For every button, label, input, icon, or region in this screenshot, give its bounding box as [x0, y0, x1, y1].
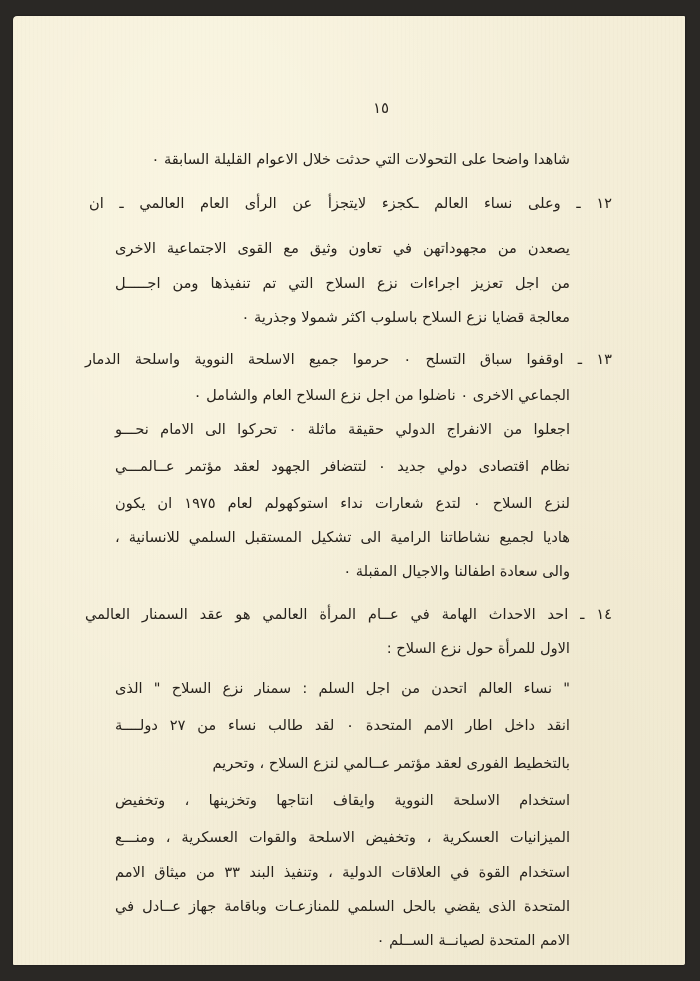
paragraph-line: استخدام القوة في العلاقات الدولية ، وتنفيذ البند ٣٣ من ميثاق الامم — [115, 864, 570, 881]
item-14-first-line: ١٤ ـ احد الاحداث الهامة في عــام المرأة العالمي هو عقد السمنار العالمي — [85, 606, 612, 623]
paragraph-line: من اجل تعزيز اجراءات نزع السلاح التي تم تنفيذها ومن اجـــــل — [115, 275, 570, 292]
paragraph-line: الجماعي الاخرى ٠ ناضلوا من اجل نزع السلاح العام والشامل ٠ — [193, 387, 570, 404]
paragraph-line: والى سعادة اطفالنا والاجيال المقبلة ٠ — [343, 563, 570, 580]
paragraph-line: بالتخطيط الفورى لعقد مؤتمر عــالمي لنزع السلاح ، وتحريم — [212, 755, 570, 772]
paragraph-line: لنزع السلاح ٠ لتدع شعارات نداء استوكهولم لعام ١٩٧٥ ان يكون — [115, 495, 570, 512]
document-page — [13, 16, 685, 965]
paragraph-line: الميزانيات العسكرية ، وتخفيض الاسلحة والقوات العسكرية ، ومنـــع — [115, 829, 570, 846]
paragraph-line: شاهدا واضحا على التحولات التي حدثت خلال الاعوام القليلة السابقة ٠ — [151, 151, 570, 168]
paragraph-line: اجعلوا من الانفراج الدولي حقيقة ماثلة ٠ تحركوا الى الامام نحـــو — [115, 421, 571, 438]
paragraph-line: استخدام الاسلحة النووية وايقاف انتاجها وتخزينها ، وتخفيض — [115, 792, 570, 809]
paragraph-line: معالجة قضايا نزع السلاح باسلوب اكثر شمولا وجذرية ٠ — [241, 309, 570, 326]
paragraph-line: نظام اقتصادى دولي جديد ٠ لتتضافر الجهود لعقد مؤتمر عــالمـــي — [115, 458, 570, 475]
quote-line: " نساء العالم اتحدن من اجل السلم : سمنار نزع السلاح " الذى — [115, 680, 570, 697]
paragraph-line: يصعدن من مجهوداتهن في تعاون وثيق مع القوى الاجتماعية الاخرى — [115, 240, 570, 257]
item-12-first-line: ١٢ ـ وعلى نساء العالم ـكجزء لايتجزأ عن الرأى العام العالمي ـ ان — [89, 195, 612, 212]
paragraph-line: الاول للمرأة حول نزع السلاح : — [386, 640, 570, 657]
paragraph-line: هاديا لجميع نشاطاتنا الرامية الى تشكيل المستقبل السلمي للانسانية ، — [115, 529, 570, 546]
paragraph-line: انقد داخل اطار الامم المتحدة ٠ لقد طالب نساء من ٢٧ دولــــة — [115, 717, 570, 734]
paragraph-line: الامم المتحدة لصيانــة الســلم ٠ — [376, 932, 570, 949]
page-number: ١٥ — [373, 99, 390, 117]
item-13-first-line: ١٣ ـ اوقفوا سباق التسلح ٠ حرموا جميع الاسلحة النووية واسلحة الدمار — [85, 351, 612, 368]
paragraph-line: المتحدة الذى يقضي بالحل السلمي للمنازعـات وباقامة جهاز عــادل في — [115, 898, 570, 915]
